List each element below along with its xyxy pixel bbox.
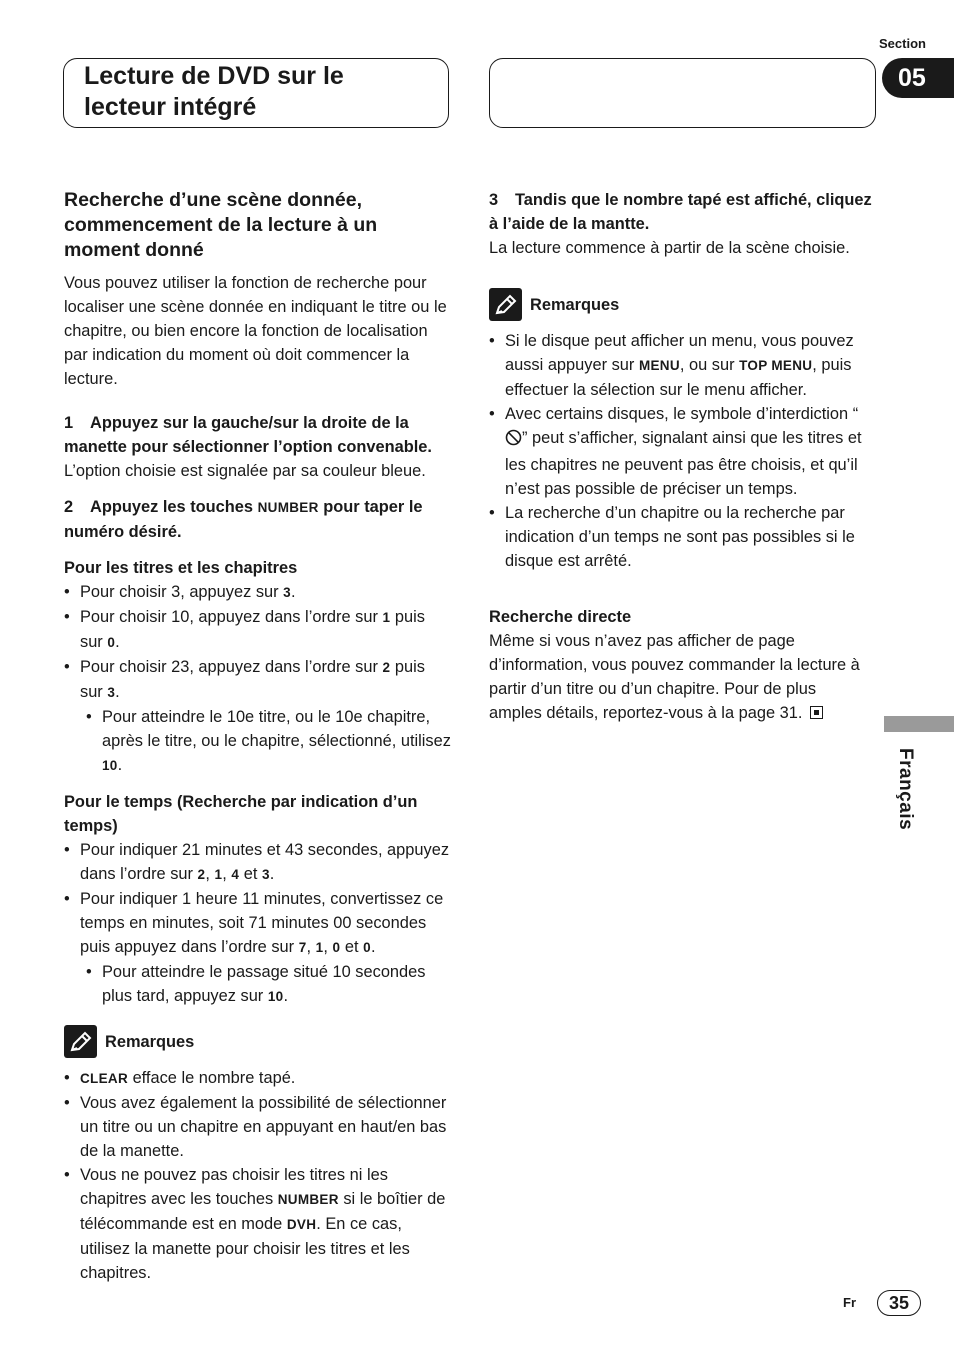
- notes-label: Remarques: [530, 295, 620, 314]
- list-item: • Pour choisir 3, appuyez sur 3.: [64, 580, 452, 605]
- prohibition-icon: [505, 429, 522, 453]
- right-column: [489, 188, 873, 725]
- titles-list: [64, 580, 452, 705]
- section-number: 05: [882, 58, 954, 98]
- time-sublist: [64, 960, 452, 1009]
- list-item: • Vous ne pouvez pas choisir les titres ni les chapitres avec les touches NUMBER si le boîtier de télécommande est en mode DVH. En ce cas, utilisez la manette pour choisir les titres et les chapitres.: [64, 1163, 452, 1285]
- language-label: Français: [895, 748, 916, 831]
- page-number: 35: [877, 1290, 921, 1316]
- step-1: [64, 411, 452, 459]
- title-box-empty: [489, 58, 876, 128]
- list-item: • Vous avez également la possibilité de sélectionner un titre ou un chapitre en appuyant en haut/en bas de la manette.: [64, 1091, 452, 1163]
- list-item: • Si le disque peut afficher un menu, vous pouvez aussi appuyer sur MENU, ou sur TOP MENU, puis effectuer la sélection sur le menu afficher.: [489, 329, 873, 402]
- pencil-note-icon: [64, 1025, 97, 1058]
- step-1-text: Appuyez sur la gauche/sur la droite de la manette pour sélectionner l’option convenable.: [64, 414, 432, 456]
- step-3-text: Tandis que le nombre tapé est affiché, cliquez à l’aide de la mantte.: [489, 191, 872, 233]
- list-item: • Pour choisir 23, appuyez dans l’ordre sur 2 puis sur 3.: [64, 655, 452, 705]
- step-2-text-a: Appuyez les touches: [90, 498, 254, 516]
- step-2-text-b: pour taper le numéro désiré.: [64, 498, 423, 541]
- titles-subhead: Pour les titres et les chapitres: [64, 559, 298, 577]
- notes-list: [489, 329, 873, 573]
- step-3: [489, 188, 873, 236]
- notes-label: Remarques: [105, 1032, 195, 1051]
- intro-paragraph: Vous pouvez utiliser la fonction de recherche pour localiser une scène donnée en indiquant le titre ou le chapitre, ou bien encore la fonction de localisation par indication du moment où doit commencer la lecture.: [64, 274, 447, 388]
- pencil-note-icon: [489, 288, 522, 321]
- step-2: [64, 495, 452, 544]
- notes-header: [64, 1025, 452, 1058]
- list-item: • CLEAR efface le nombre tapé.: [64, 1066, 452, 1091]
- time-subhead: Pour le temps (Recherche par indication d’un temps): [64, 793, 418, 835]
- list-item: • Pour atteindre le passage situé 10 secondes plus tard, appuyez sur 10.: [64, 960, 452, 1009]
- end-mark-icon: [810, 706, 823, 719]
- language-tab: [884, 716, 954, 732]
- step-1-number: 1: [64, 414, 74, 432]
- language-code: Fr: [843, 1295, 856, 1310]
- titles-sublist: [64, 705, 452, 778]
- left-column: [64, 188, 452, 1285]
- step-3-number: 3: [489, 191, 499, 209]
- list-item: • Pour indiquer 1 heure 11 minutes, convertissez ce temps en minutes, soit 71 minutes 00 secondes puis appuyez dans l’ordre sur 7, 1, 0 et 0.: [64, 887, 452, 960]
- list-item: • La recherche d’un chapitre ou la recherche par indication d’un temps ne sont pas possibles si le disque est arrêté.: [489, 501, 873, 573]
- notes-header: [489, 288, 873, 321]
- list-item: • Pour indiquer 21 minutes et 43 secondes, appuyez dans l’ordre sur 2, 1, 4 et 3.: [64, 838, 452, 887]
- step-1-desc: L’option choisie est signalée par sa couleur bleue.: [64, 462, 426, 480]
- page-title: Lecture de DVD sur le lecteur intégré: [63, 58, 449, 128]
- list-item: • Avec certains disques, le symbole d’interdiction “” peut s’afficher, signalant ainsi que les titres et les chapitres ne peuvent pas être choisis, et qu’il n’est pas possible de préciser un temps.: [489, 402, 873, 501]
- number-key: NUMBER: [257, 500, 319, 515]
- section-label: Section: [879, 36, 926, 51]
- direct-search-subhead: Recherche directe: [489, 608, 632, 626]
- notes-list: [64, 1066, 452, 1285]
- list-item: • Pour atteindre le 10e titre, ou le 10e chapitre, après le titre, ou le chapitre, sélectionné, utilisez 10.: [64, 705, 452, 778]
- step-3-desc: La lecture commence à partir de la scène choisie.: [489, 239, 850, 257]
- time-list: [64, 838, 452, 960]
- section-heading: Recherche d’une scène donnée, commencement de la lecture à un moment donné: [64, 189, 378, 261]
- direct-search-paragraph: Même si vous n’avez pas afficher de page d’information, vous pouvez commander la lecture à partir d’un titre ou d’un chapitre. Pour de plus amples détails, reportez-vous à la page 31.: [489, 632, 860, 722]
- step-2-number: 2: [64, 498, 74, 516]
- list-item: • Pour choisir 10, appuyez dans l’ordre sur 1 puis sur 0.: [64, 605, 452, 655]
